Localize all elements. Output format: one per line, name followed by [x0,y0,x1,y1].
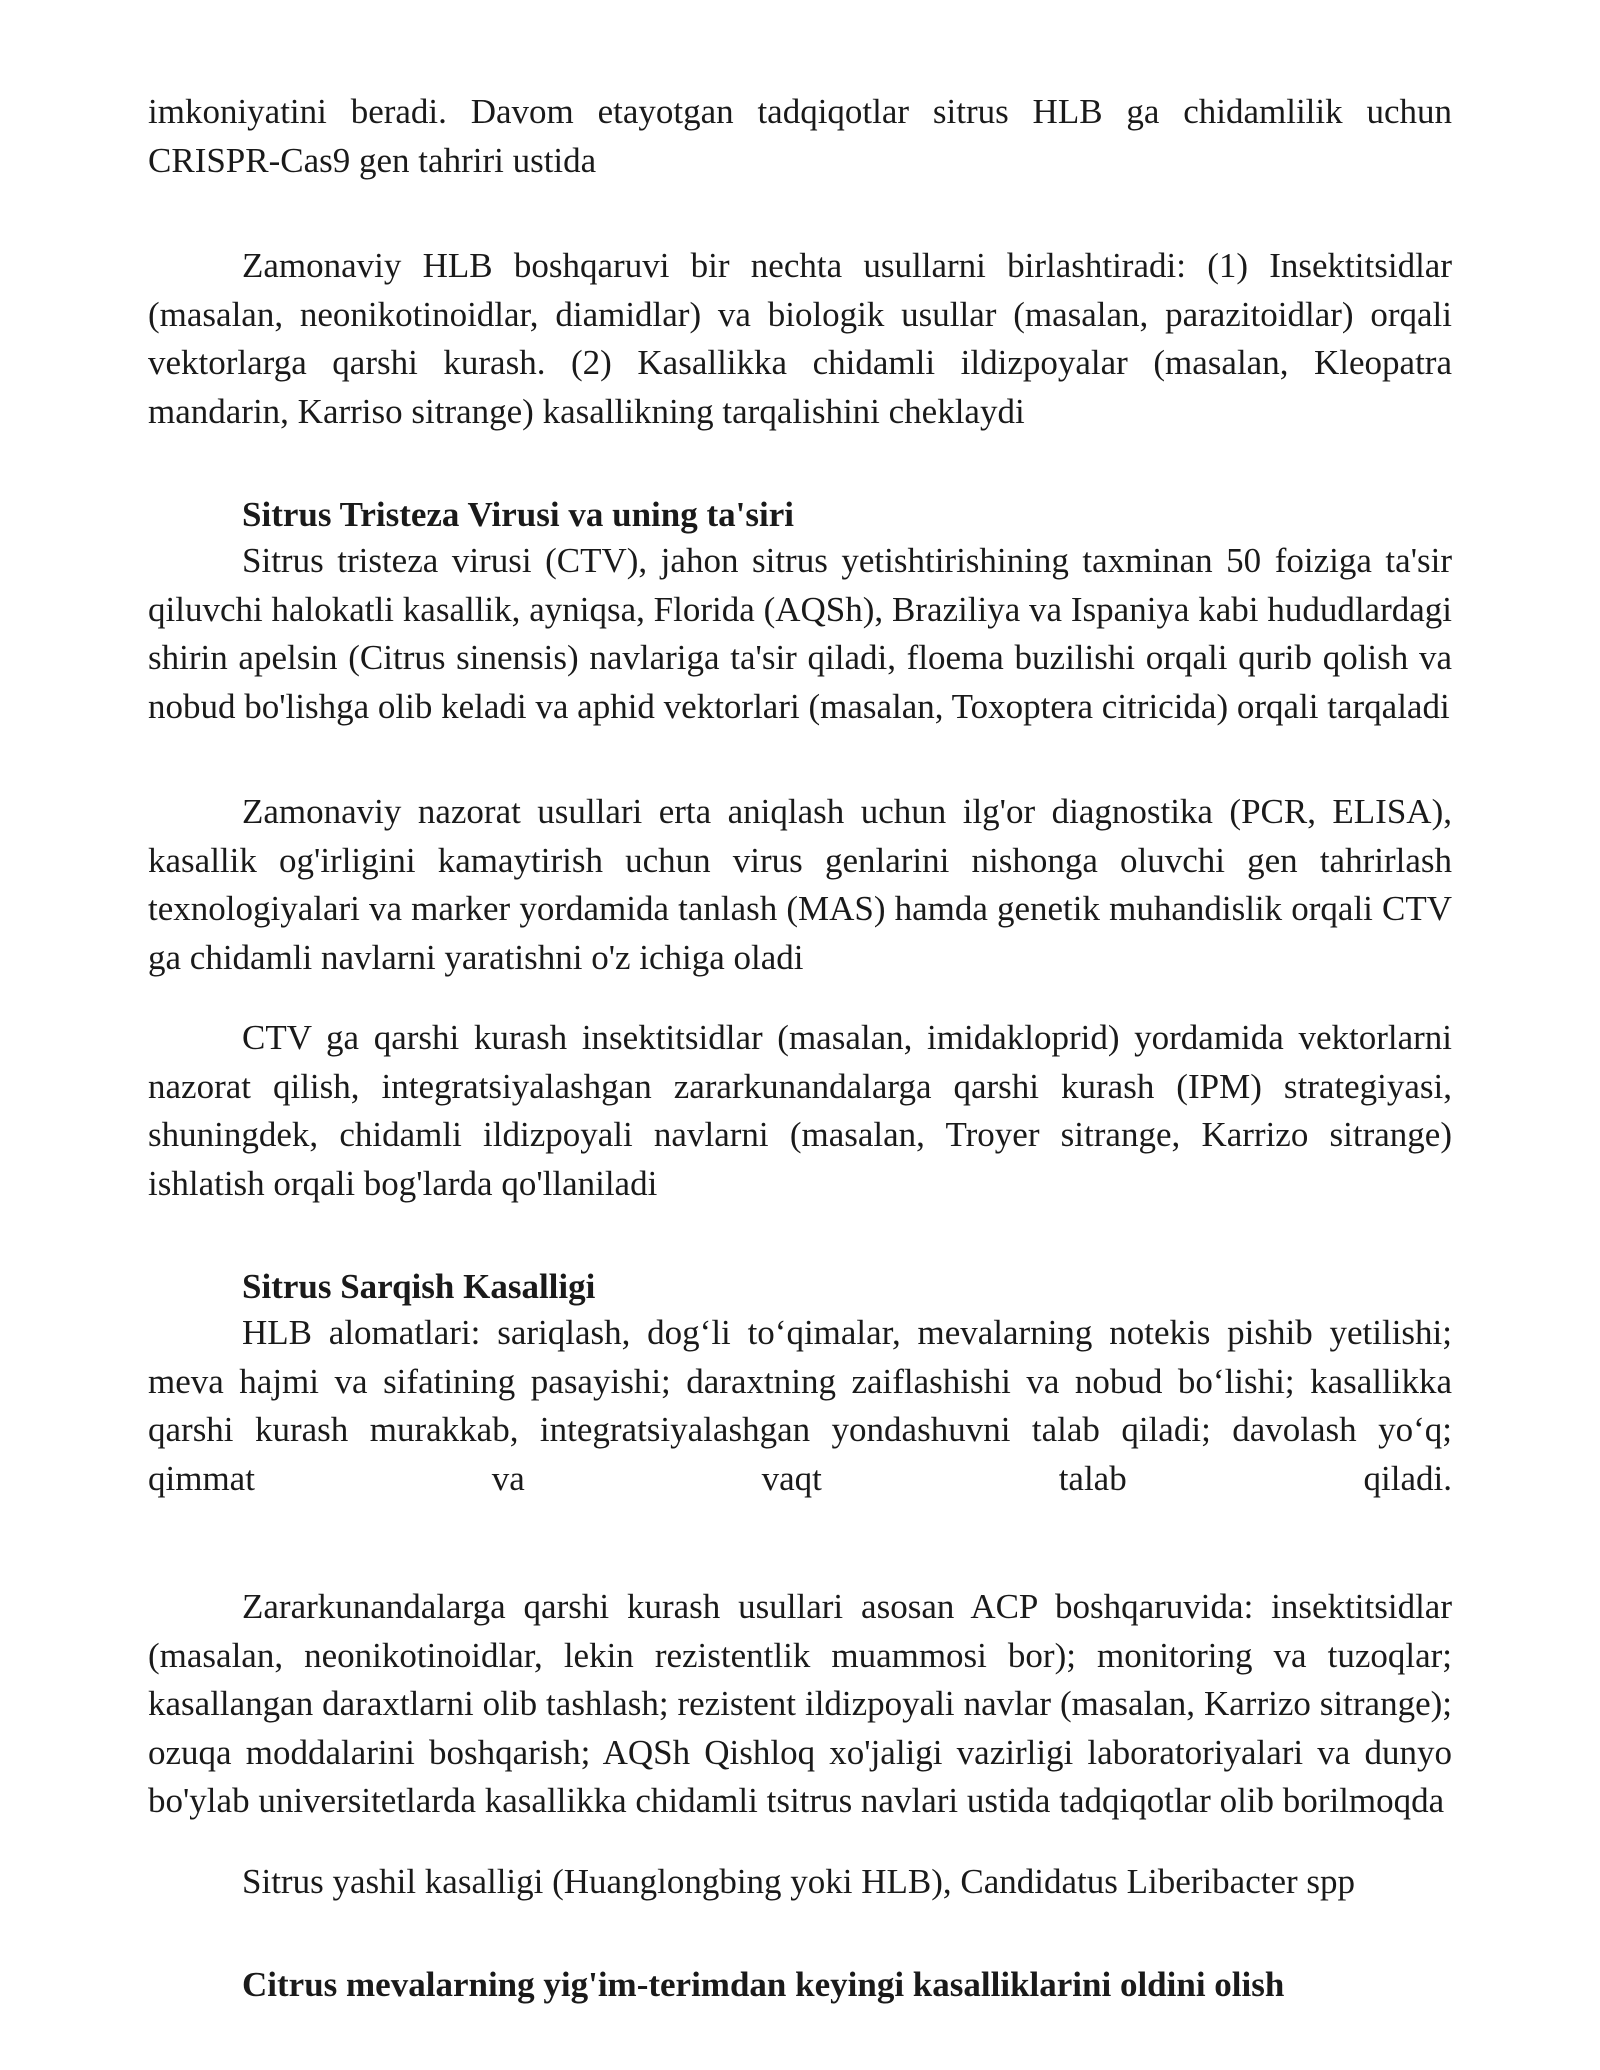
paragraph-pest-control: Zararkunandalarga qarshi kurash usullari asosan ACP boshqaruvida: insektitsidlar (masalan, neonikotinoidlar, lekin rezistentlik muammosi bor); monitoring va tuzoqlar; kasallangan daraxtlarni olib tashlash; rezistent ildizpoyali navlar (masalan, Karrizo sitrange); ozuqa moddalarini boshqarish; AQSh Qishloq xo'jaligi vazirligi laboratoriyalari va dunyo bo'ylab universitetlarda kasallikka chidamli tsitrus navlari ustida tadqiqotlar olib borilmoqda [148,1587,1452,1820]
paragraph-ctv-control-methods: Zamonaviy nazorat usullari erta aniqlash uchun ilg'or diagnostika (PCR, ELISA), kasallik og'irligini kamaytirish uchun virus genlarini nishonga oluvchi gen tahrirlash texnologiyalari va marker yordamida tanlash (MAS) hamda genetik muhandislik orqali CTV ga chidamli navlarni yaratishni o'z ichiga oladi [148,792,1452,977]
paragraph-crispr: imkoniyatini beradi. Davom etayotgan tadqiqotlar sitrus HLB ga chidamlilik uchun CRISPR-Cas9 gen tahriri ustida [148,92,1452,180]
paragraph-hlb-symptoms: HLB alomatlari: sariqlash, dog‘li to‘qimalar, mevalarning notekis pishib yetilishi; meva hajmi va sifatining pasayishi; daraxtning zaiflashishi va nobud bo‘lishi; kasallikka qarshi kurash murakkab, integratsiyalashgan yondashuvni talab qiladi; davolash yo‘q; qimmat va vaqt talab qiladi. [148,1313,1452,1498]
paragraph-hlb-management: Zamonaviy HLB boshqaruvi bir nechta usullarni birlashtiradi: (1) Insektitsidlar (masalan, neonikotinoidlar, diamidlar) va biologik usullar (masalan, parazitoidlar) orqali vektorlarga qarshi kurash. (2) Kasallikka chidamli ildizpoyalar (masalan, Kleopatra mandarin, Karriso sitrange) kasallikning tarqalishini cheklaydi [148,246,1452,431]
heading-sarqish: Sitrus Sarqish Kasalligi [242,1267,596,1306]
heading-postharvest: Citrus mevalarning yig'im-terimdan keyingi kasalliklarini oldini olish [242,1965,1285,2004]
document-page [148,88,1452,2007]
heading-tristeza: Sitrus Tristeza Virusi va uning ta'siri [242,495,794,534]
paragraph-ctv-description: Sitrus tristeza virusi (CTV), jahon sitrus yetishtirishining taxminan 50 foiziga ta'sir qiluvchi halokatli kasallik, ayniqsa, Florida (AQSh), Braziliya va Ispaniya kabi hududlardagi shirin apelsin (Citrus sinensis) navlariga ta'sir qiladi, floema buzilishi orqali qurib qolish va nobud bo'lishga olib keladi va aphid vektorlari (masalan, Toxoptera citricida) orqali tarqaladi [148,541,1452,726]
paragraph-ctv-orchard-control: CTV ga qarshi kurash insektitsidlar (masalan, imidakloprid) yordamida vektorlarni nazorat qilish, integratsiyalashgan zararkunandalarga qarshi kurash (IPM) strategiyasi, shuningdek, chidamli ildizpoyali navlarni (masalan, Troyer sitrange, Karrizo sitrange) ishlatish orqali bog'larda qo'llaniladi [148,1018,1452,1203]
paragraph-hlb-pathogen: Sitrus yashil kasalligi (Huanglongbing yoki HLB), Candidatus Liberibacter spp [242,1861,1356,1901]
